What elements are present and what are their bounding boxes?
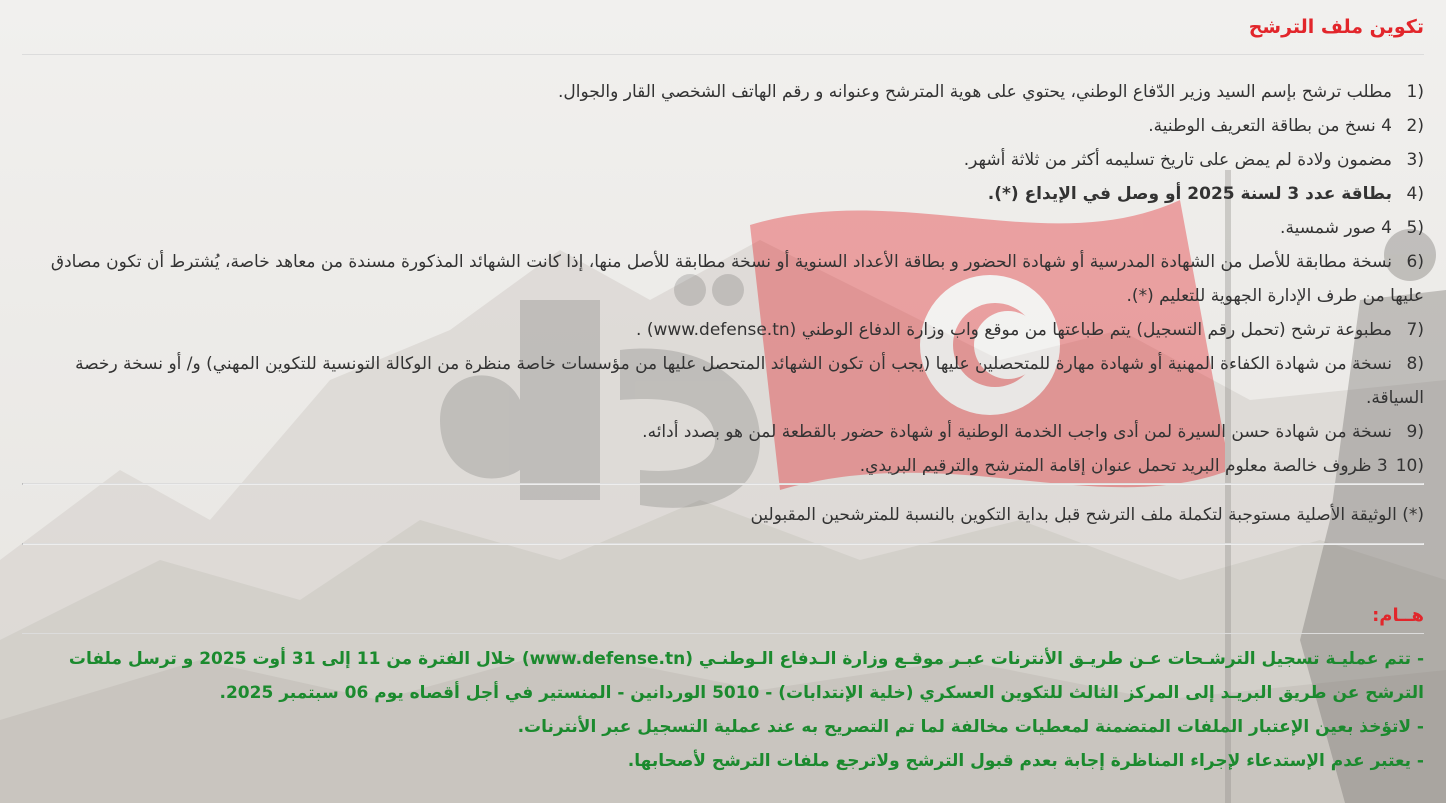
item-number: 8) (1406, 354, 1424, 374)
list-item (22, 143, 1424, 177)
list-item (22, 75, 1424, 109)
section-title: تكوين ملف الترشح (22, 0, 1424, 55)
item-text: نسخة من شهادة حسن السيرة لمن أدى واجب الخدمة الوطنية أو شهادة حضور بالقطعة لمن هو بصدد أدائه. (642, 422, 1392, 442)
original-document-note: (*) الوثيقة الأصلية مستوجبة لتكملة ملف الترشح قبل بداية التكوين بالنسبة للمترشحين المقبولين (750, 505, 1424, 525)
item-text: بطاقة عدد 3 لسنة 2025 أو وصل في الإيداع (*). (987, 184, 1392, 204)
important-notices (22, 634, 1424, 778)
item-number: 7) (1406, 320, 1424, 340)
item-number: 5) (1406, 218, 1424, 238)
list-item (22, 415, 1424, 449)
main-content (22, 0, 1424, 778)
item-number: 3) (1406, 150, 1424, 170)
item-number: 2) (1406, 116, 1424, 136)
list-item (22, 449, 1424, 483)
item-text: نسخة من شهادة الكفاءة المهنية أو شهادة مهارة للمتحصلين عليها (يجب أن تكون الشهائد المتحصل عليها من مؤسسات خاصة منظرة من الوكالة التونسية للتكوين المهني) و/ أو نسخة رخصة السياقة. (75, 354, 1424, 408)
item-text: 4 نسخ من بطاقة التعريف الوطنية. (1148, 116, 1392, 136)
requirements-list (22, 55, 1424, 483)
list-item (22, 177, 1424, 211)
item-number: 4) (1406, 184, 1424, 204)
item-number: 1) (1406, 82, 1424, 102)
notice-item: - لاتؤخذ بعين الإعتبار الملفات المتضمنة لمعطيات مخالفة لما تم التصريح به عند عملية التسجيل عبر الأنترنات. (517, 717, 1424, 737)
important-heading: هــام: (22, 545, 1424, 634)
item-text: مضمون ولادة لم يمض على تاريخ تسليمه أكثر من ثلاثة أشهر. (963, 150, 1392, 170)
item-text: 3 ظروف خالصة معلوم البريد تحمل عنوان إقامة المترشح والترقيم البريدي. (859, 456, 1388, 476)
list-item (22, 313, 1424, 347)
notice-item: - تتم عمليـة تسجيل الترشـحات عـن طريـق الأنترنات عبـر موقـع وزارة الـدفاع الـوطنـي (www.defense.tn) خلال الفترة من 11 إلى 31 أوت 2025 و ترسل ملفات الترشح عن طريق البريـد إلى المركز الثالث للتكوين العسكري (خلية الإنتدابات) - 5010 الوردانين - المنستير في أجل أقصاه يوم 06 سبتمبر 2025. (68, 649, 1424, 703)
list-item (22, 347, 1424, 415)
list-item (22, 211, 1424, 245)
item-text: مطبوعة ترشح (تحمل رقم التسجيل) يتم طباعتها من موقع واب وزارة الدفاع الوطني (www.defense.tn) . (636, 320, 1392, 340)
item-number: 9) (1406, 422, 1424, 442)
list-item (22, 109, 1424, 143)
list-item (22, 245, 1424, 313)
item-text: نسخة مطابقة للأصل من الشهادة المدرسية أو شهادة الحضور و بطاقة الأعداد السنوية أو نسخة مطابقة للأصل منها، إذا كانت الشهائد المذكورة مسندة من معاهد خاصة، يُشترط أن تكون مصادق عليها من طرف الإدارة الجهوية للتعليم (*). (50, 252, 1424, 306)
item-number: 10) (1395, 456, 1424, 476)
item-number: 6) (1406, 252, 1424, 272)
item-text: 4 صور شمسية. (1280, 218, 1392, 238)
notice-item: - يعتبر عدم الإستدعاء لإجراء المناظرة إجابة بعدم قبول الترشح ولاترجع ملفات الترشح لأصحابها. (627, 751, 1424, 771)
item-text: مطلب ترشح بإسم السيد وزير الدّفاع الوطني، يحتوي على هوية المترشح وعنوانه و رقم الهاتف الشخصي القار والجوال. (557, 82, 1392, 102)
